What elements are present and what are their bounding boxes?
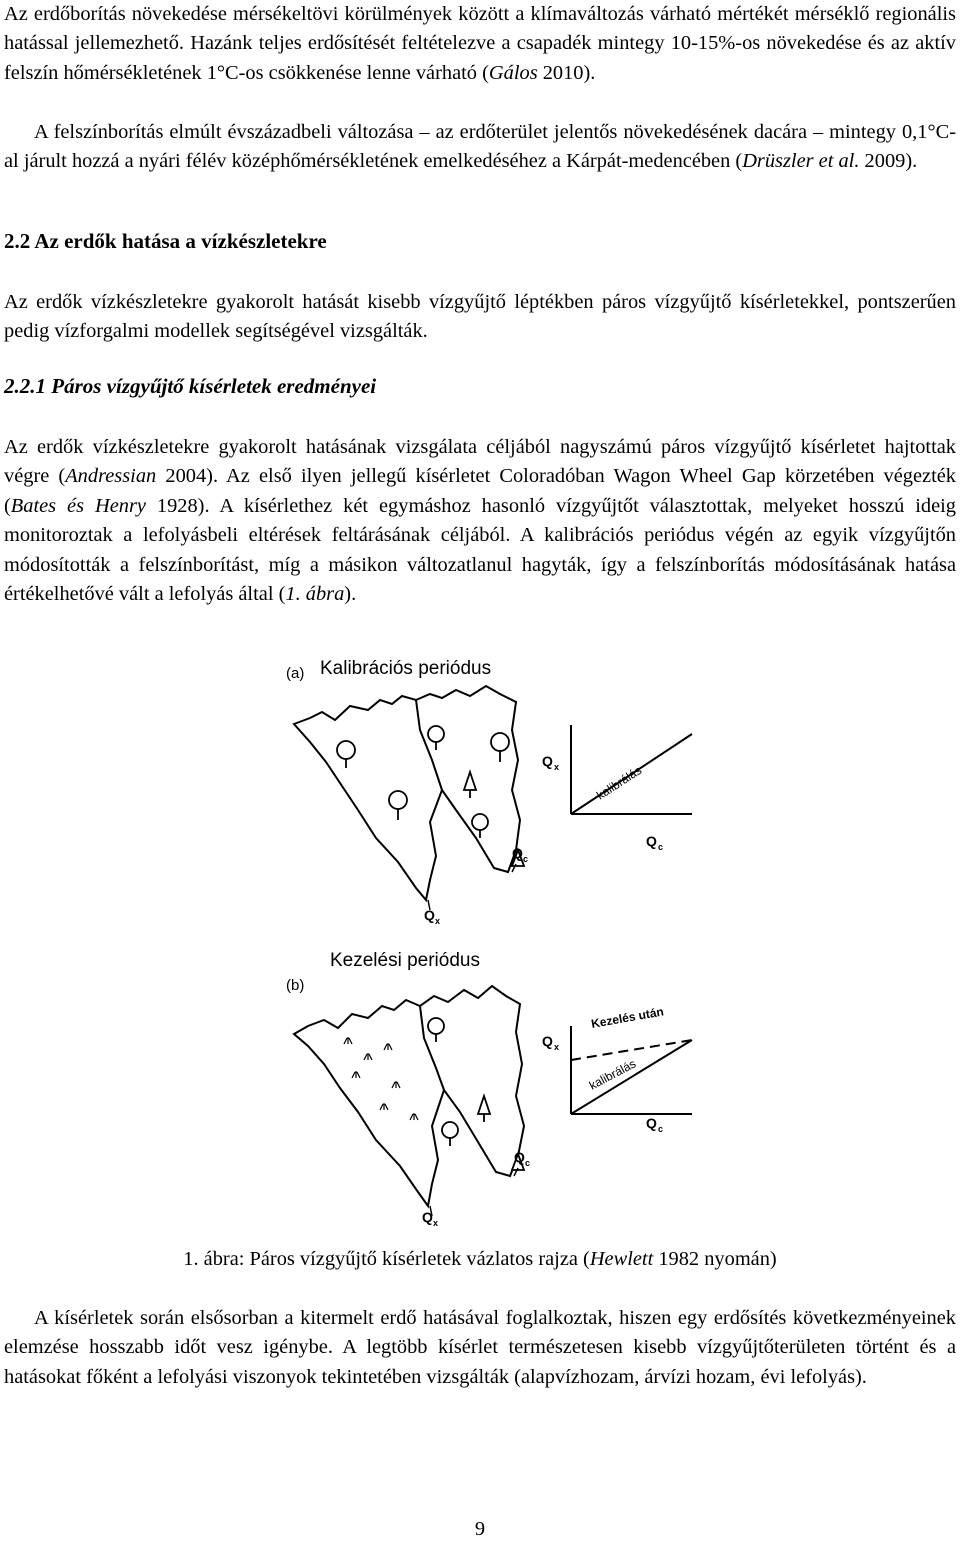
panel-a-qx-sub: x	[554, 762, 560, 772]
panel-b-label: (b)	[286, 977, 305, 994]
citation-hewlett: Hewlett	[589, 1248, 654, 1270]
paragraph-land-cover-text: A felszínborítás elmúlt évszázadbeli változása – az erdőterület jelentős növekedésének dacára – mintegy 0,1°C-al járult hozzá a nyári félév középhőmérsékletének emelkedéséhez a Kárpát-medencében (	[4, 121, 956, 173]
panel-b-qx-outlet: Q	[422, 1209, 433, 1225]
citation-galos: Gálos	[488, 61, 538, 84]
paragraph-paired-t2: 2004). Az első ilyen jellegű kísérletet Coloradóban Wagon Wheel Gap körzetében végezték (	[4, 465, 956, 517]
panel-b-qc-sub: c	[658, 1124, 664, 1134]
section-heading-2-2-1: 2.2.1 Páros vízgyűjtő kísérletek eredményei	[4, 374, 377, 398]
paragraph-paired-t1: Az erdők vízkészletekre gyakorolt hatásának vizsgálata céljából nagyszámú páros vízgyűjtő kísérletet hajtottak végre (	[4, 436, 956, 488]
paragraph-water-resources: Az erdők vízkészletekre gyakorolt hatását kisebb vízgyűjtő léptékben páros vízgyűjtő kísérletekkel, pontszerűen pedig vízforgalmi modellek segítségével vizsgálták.	[4, 291, 956, 343]
figure-reference: 1. ábra	[285, 583, 345, 606]
citation-druszler: Drüszler et al.	[742, 150, 860, 173]
citation-bates-henry: Bates és Henry	[10, 494, 146, 517]
panel-b-qc-outlet: Q	[514, 1149, 525, 1165]
panel-b-qc: Q	[646, 1115, 657, 1131]
panel-b-qx: Q	[542, 1033, 553, 1049]
panel-a-qx-outlet-sub: x	[435, 916, 441, 926]
section-heading-2-2: 2.2 Az erdők hatása a vízkészletekre	[4, 229, 327, 253]
panel-a-qc-outlet: Q	[512, 845, 523, 861]
paragraph-land-cover	[4, 118, 956, 177]
panel-b-qx-outlet-sub: x	[433, 1218, 439, 1228]
paragraph-experiments	[4, 1304, 956, 1392]
panel-a-qc-sub: c	[658, 842, 664, 852]
paragraph-paired-catchment	[4, 433, 956, 609]
catchment-b-outline	[294, 986, 524, 1206]
figure-caption-t2: 1982 nyomán)	[653, 1248, 777, 1270]
page-number: 9	[474, 1518, 486, 1540]
paragraph-land-cover-end: 2009).	[859, 150, 918, 173]
paragraph-climate	[4, 0, 956, 88]
panel-b-dashed-label: Kezelés után	[590, 1004, 665, 1031]
paragraph-paired-t4: ).	[344, 583, 357, 606]
paragraph-climate-text: Az erdőborítás növekedése mérsékeltövi körülmények között a klímaváltozás várható mértékét mérséklő regionális hatással jellemezhető. Hazánk teljes erdősítését feltételezve a csapadék mintegy 10-15%-os növekedése és az aktív felszín hőmérsékletének 1°C-os csökkenése lenne várható (	[4, 3, 956, 84]
trees-a	[337, 726, 524, 866]
panel-a-qc-outlet-sub: c	[523, 854, 529, 864]
paragraph-experiments-text: A kísérletek során elsősorban a kitermelt erdő hatásával foglalkoztak, hiszen egy erdősítés következményeinek elemzése hosszabb időt vesz igénybe. A legtöbb kísérlet természetesen kisebb vízgyűjtőterületen történt és a hatásokat főként a lefolyási viszonyok tekintetében vizsgálták (alapvízhozam, árvízi hozam, évi lefolyás).	[4, 1307, 956, 1388]
panel-b-qx-sub: x	[554, 1042, 560, 1052]
panel-a-qx: Q	[542, 753, 553, 769]
citation-andressian: Andressian	[65, 465, 157, 488]
panel-a-line-label: kalibrálás	[594, 763, 645, 803]
panel-b-line-label: kalibrálás	[586, 1056, 639, 1093]
panel-a-title: Kalibrációs periódus	[320, 658, 492, 679]
catchment-a-divide	[416, 700, 442, 790]
panel-b-title: Kezelési periódus	[330, 950, 480, 971]
figure-caption	[0, 1248, 960, 1271]
panel-a-qc: Q	[646, 833, 657, 849]
panel-b-qc-outlet-sub: c	[525, 1158, 531, 1168]
catchment-a-outline	[294, 686, 520, 900]
figure-caption-t1: 1. ábra: Páros vízgyűjtő kísérletek vázlatos rajza (	[183, 1248, 590, 1270]
panel-a-qx-outlet: Q	[424, 907, 435, 923]
paragraph-paired-t3: 1928). A kísérlethez két egymáshoz hasonló vízgyűjtőt választottak, melyeket hosszú ideig monitoroztak a lefolyásbeli eltérések feltárásának céljából. A kalibrációs periódus végén az egyik vízgyűjtőn módosították a felszínborítást, míg a másikon változatlanul hagyták, így a felszínborítás módosításának hatása értékelhetővé vált a lefolyás által (	[4, 494, 956, 606]
paragraph-climate-end: 2010).	[537, 61, 596, 84]
panel-a-label: (a)	[286, 665, 305, 682]
paired-catchment-figure	[280, 650, 700, 1230]
